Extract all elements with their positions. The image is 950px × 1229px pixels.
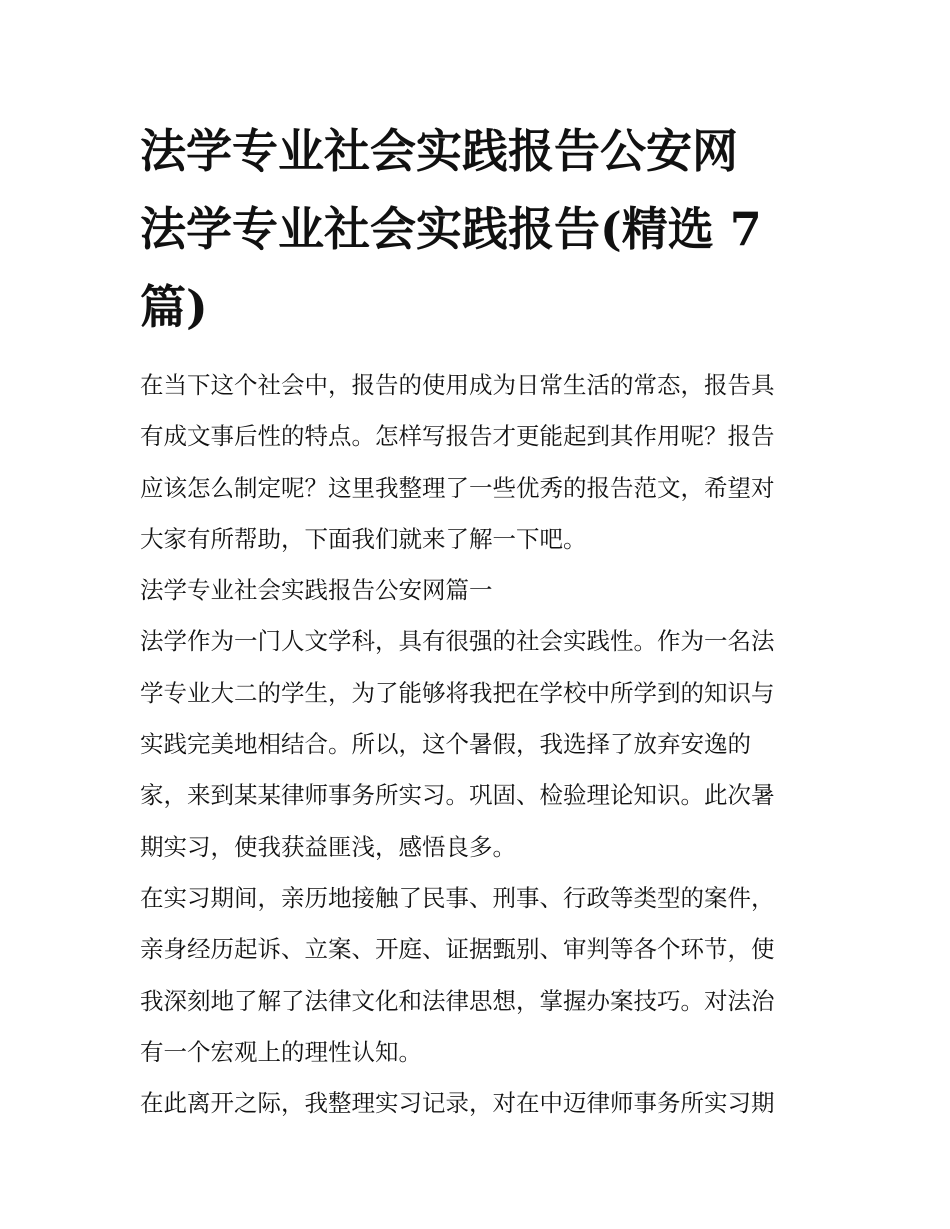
document-page — [140, 112, 830, 1129]
intro-paragraph — [140, 360, 830, 565]
text-line: 实践完美地相结合。所以，这个暑假，我选择了放弃安逸的 — [140, 730, 751, 759]
text-line: 在当下这个社会中，报告的使用成为日常生活的常态，报告具 — [140, 371, 775, 399]
text-line: 在实习期间，亲历地接触了民事、刑事、行政等类型的案件， — [140, 883, 775, 912]
section-heading — [140, 565, 830, 616]
text-line: 亲身经历起诉、立案、开庭、证据甄别、审判等各个环节，使 — [140, 935, 775, 964]
text-line: 有成文事后性的特点。怎样写报告才更能起到其作用呢？报告 — [140, 422, 775, 451]
text-line: 期实习，使我获益匪浅，感悟良多。 — [140, 832, 516, 861]
text-line: 大家有所帮助，下面我们就来了解一下吧。 — [140, 524, 587, 553]
text-line: 有一个宏观上的理性认知。 — [140, 1037, 422, 1066]
text-line: 学专业大二的学生，为了能够将我把在学校中所学到的知识与 — [140, 678, 775, 707]
document-body — [140, 360, 830, 1129]
text-line: 在此离开之际，我整理实习记录，对在中迈律师事务所实习期 — [140, 1089, 775, 1118]
text-line: 应该怎么制定呢？这里我整理了一些优秀的报告范文，希望对 — [140, 473, 775, 502]
body-paragraph — [140, 873, 830, 1078]
document-title — [140, 112, 830, 346]
title-line: 法学专业社会实践报告(精选 7 — [140, 202, 762, 256]
text-line: 法学专业社会实践报告公安网篇一 — [140, 576, 493, 605]
text-line: 家，来到某某律师事务所实习。巩固、检验理论知识。此次暑 — [140, 781, 775, 810]
title-line: 法学专业社会实践报告公安网 — [140, 124, 738, 178]
text-line: 法学作为一门人文学科，具有很强的社会实践性。作为一名法 — [140, 627, 775, 656]
body-paragraph — [140, 616, 830, 872]
title-line: 篇) — [140, 280, 208, 334]
body-paragraph — [140, 1078, 830, 1129]
text-line: 我深刻地了解了法律文化和法律思想，掌握办案技巧。对法治 — [140, 986, 775, 1015]
